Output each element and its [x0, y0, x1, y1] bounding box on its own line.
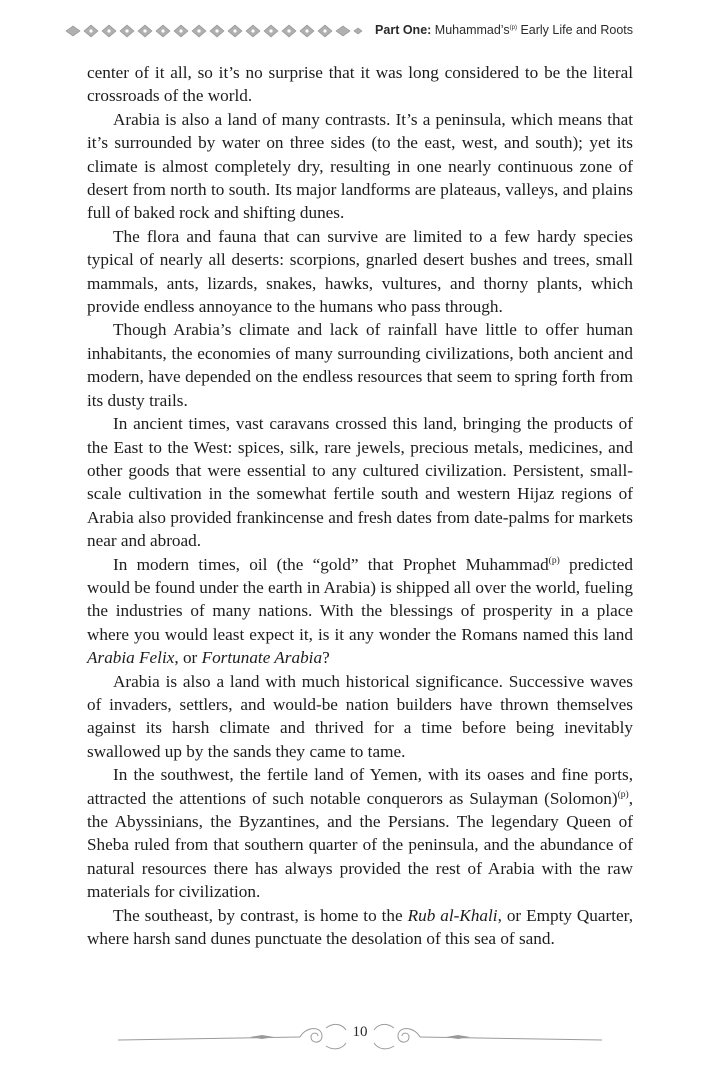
text-run: In modern times, oil (the “gold” that Prophet Muhammad	[113, 554, 549, 574]
italic-term: Rub al-Khali	[407, 905, 498, 925]
paragraph: The flora and fauna that can survive are limited to a few hardy species typical of nearly all deserts: scorpions, gnarled desert bushes and trees, small mammals, ants, lizards, snakes, hawks, vultures, and thorny plants, which provide endless annoyance to the humans who pass through.	[87, 226, 633, 317]
text-run: ?	[322, 648, 330, 668]
text-run: predicted would be found under the earth in Arabia) is shipped all over the world, fueling the industries of many nations. With the blessings of prosperity in a place where you would least expect it, is it any wonder the Romans named this land	[87, 554, 633, 644]
paragraph	[87, 904, 633, 951]
part-label: Part One:	[375, 23, 432, 37]
page-footer	[0, 1014, 720, 1054]
body-text	[87, 61, 633, 950]
paragraph: In ancient times, vast caravans crossed this land, bringing the products of the East to the West: spices, silk, rare jewels, precious metals, medicines, and other goods that were essential to any cultured civilization. Persistent, small-scale cultivation in the somewhat fertile south and western Hijaz regions of Arabia also provided frankincense and fresh dates from date-palms for markets near and abroad.	[87, 414, 633, 551]
header-title-main: Muhammad’s	[434, 23, 510, 37]
header-title-rest: Early Life and Roots	[520, 23, 633, 37]
text-run: , or	[174, 648, 202, 668]
honorific-mark: (p)	[617, 789, 629, 800]
text-run: , or Empty Quarter, where harsh sand dunes punctuate the desolation of this sea of sand.	[87, 905, 633, 949]
text-run: The southeast, by contrast, is home to the	[113, 905, 408, 925]
running-header-title	[375, 23, 633, 37]
italic-term: Fortunate Arabia	[201, 648, 323, 668]
honorific-mark: (p)	[509, 25, 517, 31]
italic-term: Arabia Felix	[87, 648, 175, 668]
paragraph: center of it all, so it’s no surprise that it was long considered to be the literal crossroads of the world.	[87, 63, 633, 106]
page-number: 10	[352, 1024, 368, 1040]
paragraph: Arabia is also a land of many contrasts. It’s a peninsula, which means that it’s surrounded by water on three sides (to the east, west, and south); yet its climate is almost completely dry, resulting in one nearly continuous zone of desert from north to south. Its major landforms are plateaus, valleys, and plains full of baked rock and shifting dunes.	[87, 109, 633, 223]
paragraph: Though Arabia’s climate and lack of rainfall have little to offer human inhabitants, the economies of many surrounding civilizations, both ancient and modern, have depended on the endless resources that seem to spring forth from its dusty trails.	[87, 320, 633, 410]
honorific-mark: (p)	[548, 555, 560, 566]
text-run: , the Abyssinians, the Byzantines, and the Persians. The legendary Queen of Sheba ruled from that southern quarter of the peninsula, and the abundance of natural resources there has always provided the rest of Arabia with the raw materials for civilization.	[87, 788, 633, 902]
diamond-chain-ornament-icon	[64, 20, 364, 42]
paragraph	[87, 553, 633, 670]
paragraph	[87, 763, 633, 903]
running-header	[0, 18, 720, 48]
text-run: In the southwest, the fertile land of Yemen, with its oases and fine ports, attracted the attentions of such notable conquerors as Sulayman (Solomon)	[87, 765, 633, 808]
paragraph: Arabia is also a land with much historical significance. Successive waves of invaders, settlers, and would-be nation builders have thrown themselves against its harsh climate and thrived for a time before being inevitably swallowed up by the sands they came to tame.	[87, 671, 633, 761]
